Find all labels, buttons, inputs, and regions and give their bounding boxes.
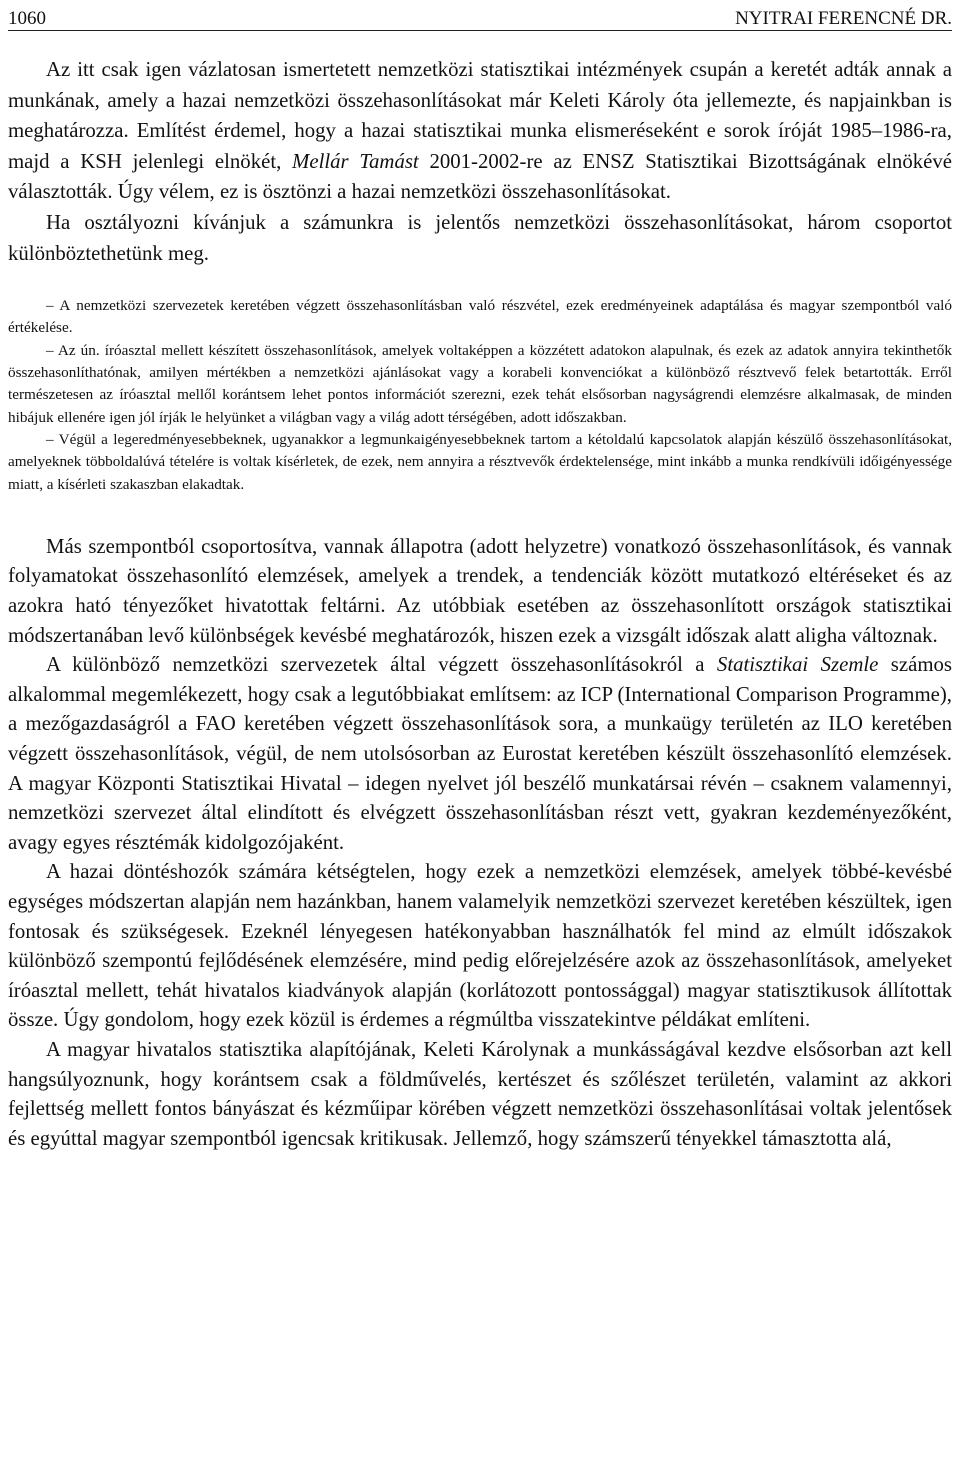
list-item: – Végül a legeredményesebbeknek, ugyanakkor a legmunkaigényesebbeknek tartom a kétoldalú kapcsolatok alapján készülő összehasonlításokat, amelyeknek többoldalúvá tételére is voltak kísérletek, de ezek, nem annyira a résztvevők érdektelensége, mint inkább a munka rendkívüli időigényessége miatt, a kísérleti szakaszban elakadtak. (8, 430, 952, 493)
running-header (8, 0, 952, 31)
list-item: – A nemzetközi szervezetek keretében végzett összehasonlításban való részvétel, ezek eredményeinek adaptálása és magyar szempontból való értékelése. (8, 297, 952, 337)
intro-paragraph-2: Ha osztályozni kívánjuk a számunkra is jelentős nemzetközi összehasonlításokat, három csoportot különböztethetünk meg. (8, 210, 952, 265)
person-name: Mellár Tamást (292, 149, 419, 173)
intro-paragraph-1-part-a: Az itt csak igen vázlatosan ismertetett nemzetközi statisztikai intézmények csupán a keretét adták annak a munkának, amely a hazai nemzetközi összehasonlításokat már Keleti Károly óta jellemezte, és napjainkban is meghatározza. Említést érdemel, hogy a hazai statisztikai munka elismeréseként e sorok íróját 1985–1986-ra, majd a KSH jelenlegi elnökét, (8, 58, 952, 173)
journal-title: Statisztikai Szemle (716, 653, 879, 677)
intro-paragraph-1-part-b: 2001-2002-re az ENSZ Statisztikai Bizottságának elnökévé választották. Úgy vélem, ez is ösztönzi a hazai nemzetközi összehasonlításokat. (8, 149, 952, 204)
page-number: 1060 (8, 8, 46, 29)
main-paragraph-1: Más szempontból csoportosítva, vannak állapotra (adott helyzetre) vonatkozó összehasonlítások, és vannak folyamatokat összehasonlító elemzések, amelyek a trendek, a tendenciák között mutatkozó eltéréseket és az azokra ható tényezőket hivatottak feltárni. Az utóbbiak esetében az összehasonlított országok statisztikai módszertanában levő különbségek kevésbé meghatározók, hiszen ezek a vizsgált időszak alatt aligha változnak. (8, 534, 952, 647)
intro-section (8, 55, 952, 269)
main-paragraph-2 (8, 650, 952, 857)
comparison-types-list (8, 295, 952, 496)
main-paragraph-3: A hazai döntéshozók számára kétségtelen, hogy ezek a nemzetközi elemzések, amelyek többé-kevésbé egységes módszertan alapján nem hazánkban, hanem valamelyik nemzetközi szervezet keretében készültek, igen fontosak és szükségesek. Ezeknél lényegesen hatékonyabban használhatók fel mind az elmúlt időszakok különböző szempontú fejlődésének elemzésére, mind pedig előrejelzésére azok az összehasonlítások, amelyeket íróasztal mellett, tehát hivatalos kiadványok alapján (korlátozott pontossággal) magyar statisztikusok állítottak össze. Úgy gondolom, hogy ezek közül is érdemes a régmúltba visszatekintve példákat említeni. (8, 860, 952, 1032)
main-paragraph-2-part-b: számos alkalommal megemlékezett, hogy csak a legutóbbiakat említsem: az ICP (International Comparison Programme), a mezőgazdaságról a FAO keretében végzett összehasonlítások sora, a munkaügy területén az ILO keretében végzett összehasonlítások, végül, de nem utolsósorban az Eurostat keretében készült összehasonlító elemzések. A magyar Központi Statisztikai Hivatal – idegen nyelvet jól beszélő munkatársai révén – csaknem valamennyi, nemzetközi szervezet által elindított és elvégzett összehasonlításban részt vett, gyakran kezdeményezőként, avagy egyes résztémák kidolgozójaként. (8, 653, 952, 854)
main-paragraph-2-part-a: A különböző nemzetközi szervezetek által végzett összehasonlításokról a (46, 653, 717, 677)
intro-paragraph-1 (8, 55, 952, 208)
main-paragraph-4: A magyar hivatalos statisztika alapítójának, Keleti Károlynak a munkásságával kezdve elsősorban azt kell hangsúlyoznunk, hogy korántsem csak a földművelés, kertészet és szőlészet területén, valamint az akkori fejlettség mellett fontos bányászat és kézműipar körében végzett nemzetközi összehasonlításai voltak jelentősek és egyúttal magyar szempontból igencsak kritikusak. Jellemző, hogy számszerű tényekkel támasztotta alá, (8, 1037, 952, 1150)
author-name: NYITRAI FERENCNÉ DR. (735, 8, 952, 29)
list-item: – Az ún. íróasztal mellett készített összehasonlítások, amelyek voltaképpen a közzétett adatokon alapulnak, és ezek az adatok annyira tekinthetők összehasonlíthatónak, amilyen mértékben a nemzetközi ajánlásokat vagy a korabeli konvenciókat a különböző résztvevő felek betartották. Erről természetesen az íróasztal mellől korántsem lehet pontos információt szerezni, ezek tehát elsősorban nagyságrendi elemzésre alkalmasak, de minden hibájuk ellenére igen jól írják le helyünket a világban vagy a világ adott térségében, adott időszakban. (8, 341, 952, 426)
main-text (8, 532, 952, 1153)
